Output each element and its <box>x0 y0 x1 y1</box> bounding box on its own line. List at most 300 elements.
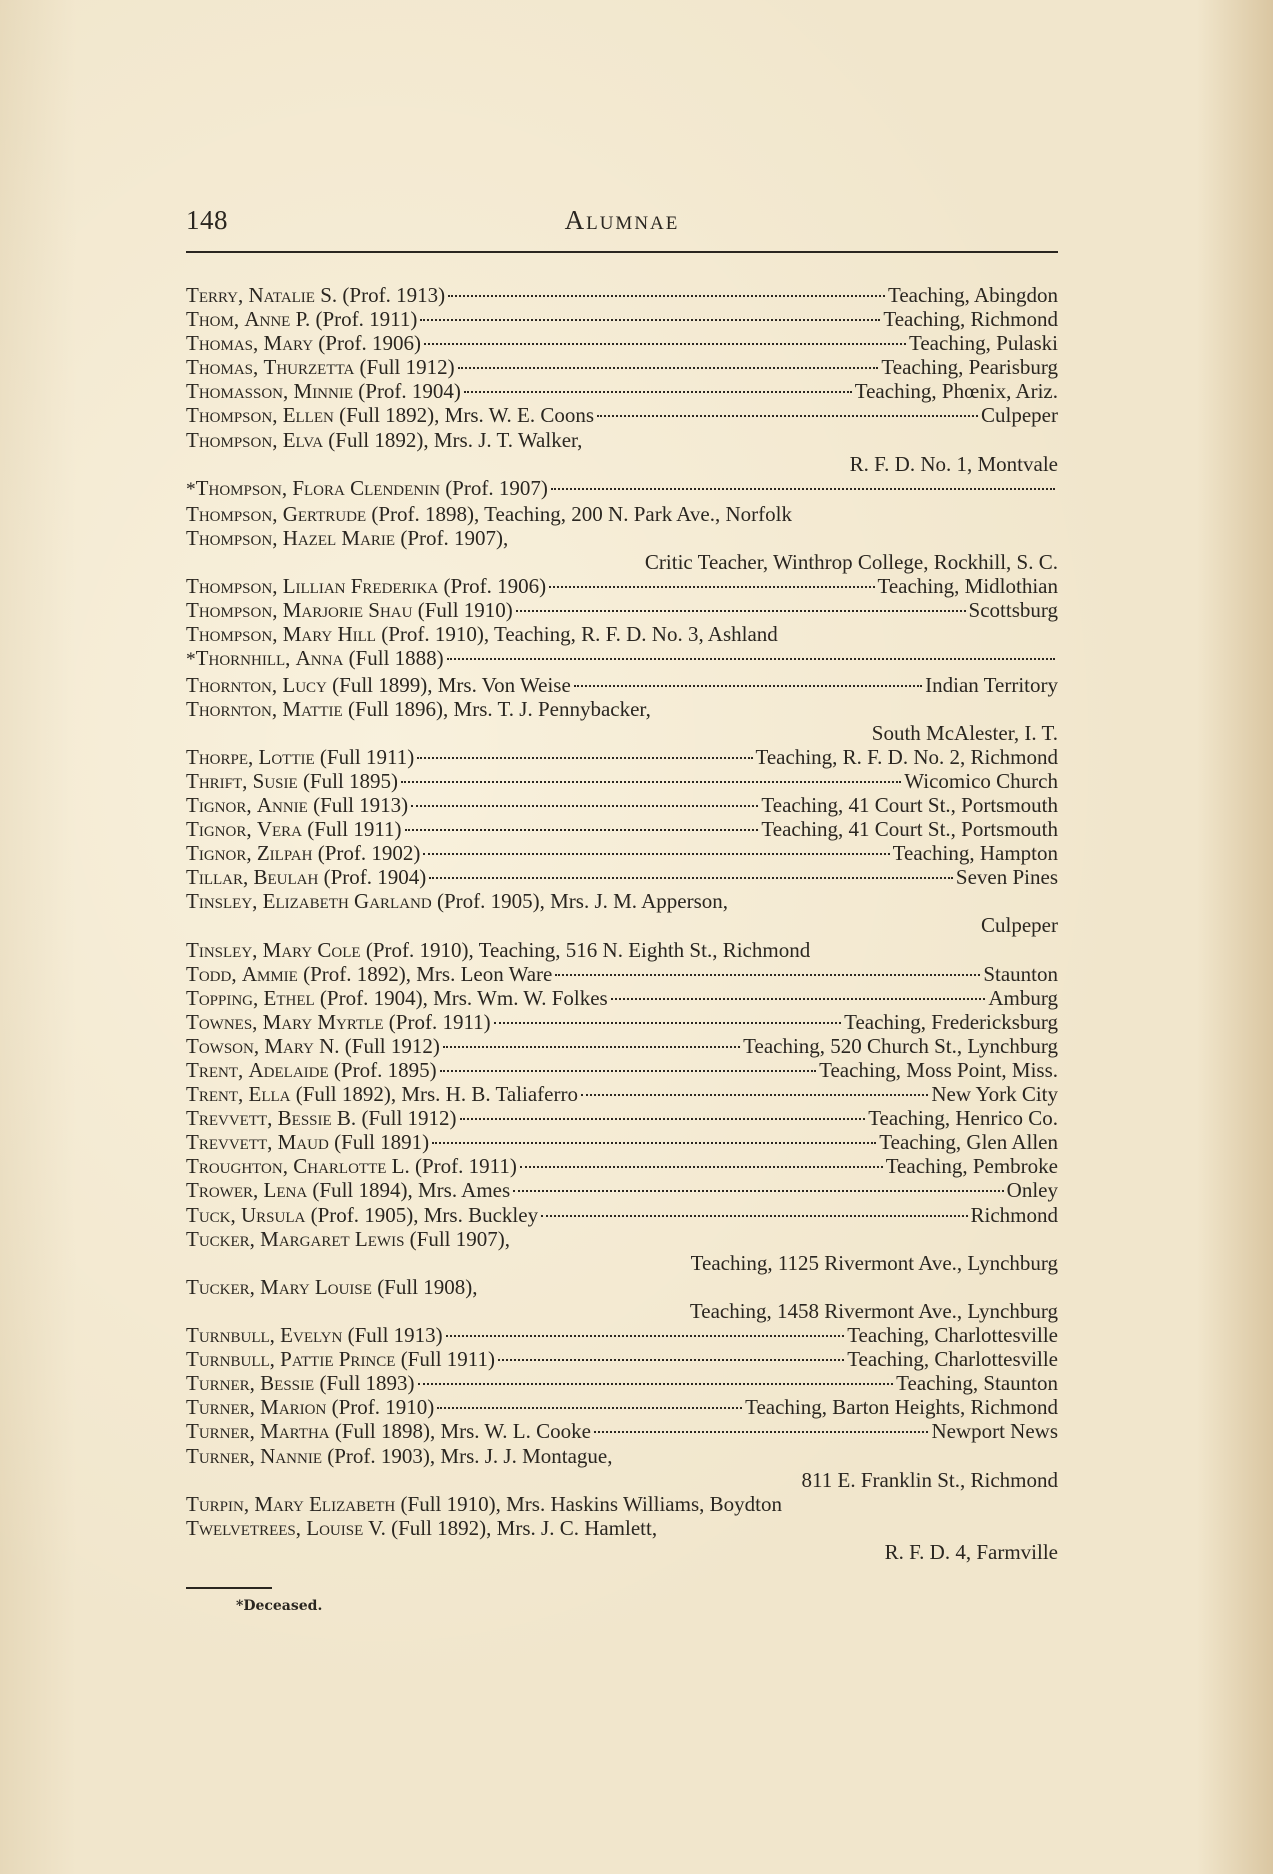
entry-given-name: Flora Clendenin <box>292 475 440 500</box>
entry-surname: Thompson <box>186 501 273 526</box>
entry-line <box>186 1492 1058 1516</box>
entry-given-name: Annie <box>256 792 308 817</box>
dot-leader <box>458 367 879 369</box>
dot-leader <box>611 998 986 1000</box>
entry-given-name: Marion <box>260 1395 327 1420</box>
entry-separator: , <box>271 672 283 697</box>
entry-location: Seven Pines <box>955 865 1058 890</box>
entry-line <box>186 331 1058 355</box>
entry-given-name: Hazel Marie <box>282 525 396 550</box>
list-item <box>186 622 1058 646</box>
entry-detail: (Prof. 1911) <box>315 307 418 332</box>
entry-separator: , <box>253 1178 264 1203</box>
dot-leader <box>420 319 880 321</box>
entry-separator: , <box>272 598 283 623</box>
list-item <box>186 1444 1058 1492</box>
entry-detail: (Full 1893) <box>319 1371 415 1396</box>
entry-line <box>186 379 1058 403</box>
entry-detail: (Full 1892), Mrs. J. T. Walker, <box>328 427 583 452</box>
entry-detail: (Full 1910) <box>417 598 513 623</box>
entry-separator: , <box>253 331 264 356</box>
list-item <box>186 428 1058 476</box>
entry-detail: (Prof. 1905), Mrs. J. M. Apperson, <box>436 889 729 914</box>
dot-leader <box>423 853 889 855</box>
dot-leader <box>429 877 953 879</box>
entry-separator: , <box>269 1347 281 1372</box>
list-item <box>186 1371 1058 1395</box>
dot-leader <box>424 343 906 345</box>
entry-separator: , <box>248 744 259 769</box>
list-item <box>186 598 1058 622</box>
entry-line <box>186 1106 1058 1130</box>
entry-given-name: Elva <box>282 427 324 452</box>
entry-given-name: Mary Cole <box>262 937 361 962</box>
entry-location: Teaching, Moss Point, Miss. <box>819 1058 1058 1082</box>
entry-line <box>186 646 1058 672</box>
entry-detail: (Full 1911) <box>319 744 415 769</box>
list-item <box>186 476 1058 502</box>
entry-surname: Topping <box>186 985 254 1010</box>
entry-line <box>186 841 1058 865</box>
entry-given-name: Elizabeth Garland <box>262 889 432 914</box>
entry-surname: Tinsley <box>186 889 253 914</box>
entry-surname: Tillar <box>186 865 243 890</box>
dot-leader <box>448 295 885 297</box>
entry-given-name: Minnie <box>293 379 354 404</box>
entry-location: Teaching, Richmond <box>883 307 1058 332</box>
entry-surname: Turner <box>186 1395 250 1420</box>
entry-surname: Tuck <box>186 1202 231 1227</box>
entry-separator: , <box>267 1106 278 1131</box>
list-item <box>186 307 1058 331</box>
entry-line <box>186 697 1058 721</box>
entry-surname: Twelvetrees <box>186 1515 296 1540</box>
entry-location: Teaching, Charlottesville <box>847 1323 1058 1348</box>
running-head <box>186 205 1058 249</box>
footnote-rule <box>186 1587 272 1589</box>
entry-separator: , <box>282 1154 294 1179</box>
entry-given-name: Ursula <box>241 1202 306 1227</box>
entry-separator: , <box>233 307 245 332</box>
entry-line <box>186 1371 1058 1395</box>
footnote: *Deceased. <box>236 1598 323 1614</box>
entry-location: Teaching, Glen Allen <box>879 1130 1058 1155</box>
list-item <box>186 646 1058 672</box>
entry-surname: Tucker <box>186 1226 250 1251</box>
entry-separator: , <box>253 1033 265 1058</box>
entry-location: Culpeper <box>981 403 1058 428</box>
entry-given-name: Anne P. <box>244 307 311 332</box>
entry-separator: , <box>243 865 254 890</box>
list-item <box>186 1419 1058 1443</box>
entry-separator: , <box>269 1323 281 1348</box>
entry-detail: (Full 1888) <box>348 646 444 671</box>
entry-continuation: R. F. D. No. 1, Montvale <box>849 451 1058 476</box>
entry-surname: Trent <box>186 1058 238 1082</box>
entry-line <box>186 1323 1058 1347</box>
entry-surname: Trower <box>186 1178 253 1203</box>
entry-line <box>186 1347 1058 1371</box>
entry-separator: , <box>253 355 264 380</box>
entry-surname: Thompson <box>186 574 273 599</box>
entry-given-name: Lillian Frederika <box>282 574 439 599</box>
entry-surname: Turpin <box>186 1491 244 1516</box>
entry-detail: (Prof. 1904) <box>358 379 461 404</box>
entry-location: Onley <box>1006 1178 1058 1203</box>
entry-given-name: Natalie S. <box>248 283 338 307</box>
entry-continuation: Teaching, 1458 Rivermont Ave., Lynchburg <box>689 1298 1058 1323</box>
entry-line <box>186 1227 1058 1251</box>
dot-leader <box>446 1335 845 1337</box>
entry-surname: Turner <box>186 1419 250 1444</box>
list-item <box>186 697 1058 745</box>
entry-line <box>186 1419 1058 1443</box>
entry-given-name: Mary Louise <box>260 1274 372 1299</box>
entry-surname: Terry <box>186 283 239 307</box>
entry-detail: (Full 1913) <box>313 792 409 817</box>
entry-location: Richmond <box>970 1202 1058 1227</box>
entry-line <box>186 283 1058 307</box>
entry-line <box>186 526 1058 550</box>
dot-leader <box>411 805 758 807</box>
entry-given-name: Mary <box>263 331 314 356</box>
entry-given-name: Mattie <box>282 696 343 721</box>
entry-separator: , <box>231 961 242 986</box>
entry-given-name: Nannie <box>260 1443 322 1468</box>
entry-location: Teaching, Abingdon <box>888 283 1058 307</box>
entry-surname: Thrift <box>186 768 243 793</box>
list-item <box>186 283 1058 307</box>
list-item <box>186 1106 1058 1130</box>
entry-location: Teaching, Henrico Co. <box>868 1106 1058 1131</box>
entry-location: Teaching, Pembroke <box>885 1154 1058 1179</box>
entry-continuation: Teaching, 1125 Rivermont Ave., Lynchburg <box>690 1250 1058 1275</box>
entry-location: Teaching, Phœnix, Ariz. <box>854 379 1058 404</box>
list-item <box>186 841 1058 865</box>
entry-line <box>186 769 1058 793</box>
entry-line <box>186 745 1058 769</box>
list-item <box>186 1130 1058 1154</box>
page-title: Alumnae <box>564 205 680 235</box>
dot-leader <box>418 1383 894 1385</box>
entry-location: Teaching, Fredericksburg <box>844 1009 1058 1034</box>
entry-surname: Trevvett <box>186 1130 268 1155</box>
entry-line <box>186 574 1058 598</box>
list-item <box>186 331 1058 355</box>
entry-given-name: Zilpah <box>256 841 313 866</box>
entry-separator: , <box>271 696 283 721</box>
list-item <box>186 1395 1058 1419</box>
dot-leader <box>443 1046 740 1048</box>
entry-surname: Turner <box>186 1443 250 1468</box>
entry-line <box>186 1154 1058 1178</box>
entry-surname: Thompson <box>186 525 273 550</box>
list-item <box>186 502 1058 526</box>
entry-detail: (Full 1896), Mrs. T. J. Pennybacker, <box>347 696 651 721</box>
entry-separator: , <box>272 501 283 526</box>
entry-separator: , <box>252 937 263 962</box>
entry-surname: Tignor <box>186 792 247 817</box>
entry-given-name: Bessie B. <box>277 1106 357 1131</box>
entry-surname: Turnbull <box>186 1347 270 1372</box>
list-item <box>186 355 1058 379</box>
list-item <box>186 938 1058 962</box>
entry-line <box>186 1130 1058 1154</box>
entry-location: Teaching, Barton Heights, Richmond <box>745 1395 1058 1420</box>
entry-separator: , <box>246 817 257 842</box>
entry-line <box>186 598 1058 622</box>
entry-separator: , <box>249 1226 261 1251</box>
entry-detail: (Full 1912) <box>344 1033 440 1058</box>
entry-given-name: Martha <box>260 1419 330 1444</box>
entry-location: New York City <box>931 1082 1058 1107</box>
entry-detail: (Prof. 1904), Mrs. Wm. W. Folkes <box>319 985 608 1010</box>
entry-separator: , <box>252 889 263 914</box>
entry-detail: (Full 1910), Mrs. Haskins Williams, Boydton <box>400 1491 782 1516</box>
entry-detail: (Full 1891) <box>334 1130 430 1155</box>
entry-surname: Trevvett <box>186 1106 268 1131</box>
entry-surname: Thomas <box>186 331 254 356</box>
entry-line <box>186 622 1058 646</box>
entry-line <box>186 1010 1058 1034</box>
entry-surname: Thom <box>186 307 234 332</box>
entry-separator: , <box>272 574 283 599</box>
entry-location: Teaching, Charlottesville <box>847 1347 1058 1372</box>
entry-location: Teaching, Pulaski <box>909 331 1058 356</box>
entry-given-name: Maud <box>277 1130 329 1155</box>
entry-surname: Thomasson <box>186 379 284 404</box>
list-item <box>186 673 1058 697</box>
entry-detail: (Prof. 1910), Teaching, 516 N. Eighth St., Richmond <box>365 937 811 962</box>
entry-given-name: Ellen <box>282 403 334 428</box>
entry-line <box>186 1444 1058 1468</box>
list-item <box>186 1010 1058 1034</box>
entry-given-name: Lottie <box>258 744 315 769</box>
entry-surname: Townes <box>186 1009 253 1034</box>
entry-detail: (Prof. 1910) <box>331 1395 435 1420</box>
list-item <box>186 526 1058 574</box>
alumnae-list <box>186 283 1058 1564</box>
entry-detail: (Prof. 1905), Mrs. Buckley <box>310 1202 539 1227</box>
entry-surname: Thompson <box>186 427 273 452</box>
entry-separator: , <box>267 1130 278 1155</box>
dot-leader <box>541 1215 967 1217</box>
list-item <box>186 962 1058 986</box>
entry-continuation: R. F. D. 4, Farmville <box>884 1539 1058 1564</box>
entry-separator: , <box>272 525 283 550</box>
dot-leader <box>401 781 901 783</box>
dot-leader <box>494 1022 841 1024</box>
entry-location: Teaching, R. F. D. No. 2, Richmond <box>755 744 1058 769</box>
list-item <box>186 889 1058 937</box>
entry-continuation: Critic Teacher, Winthrop College, Rockhill, S. C. <box>644 550 1058 575</box>
entry-given-name: Marjorie Shau <box>282 598 413 623</box>
entry-detail: (Prof. 1906) <box>318 331 421 356</box>
dot-leader <box>417 757 752 759</box>
entry-separator: , <box>249 1443 261 1468</box>
entry-detail: (Full 1895) <box>302 768 399 793</box>
entry-surname: Thomas <box>186 355 254 380</box>
entry-surname: Thorpe <box>186 744 249 769</box>
entry-continuation: South McAlester, I. T. <box>871 720 1058 745</box>
entry-detail: (Prof. 1904) <box>323 865 427 890</box>
deceased-marker: * <box>186 478 196 500</box>
entry-line <box>186 1034 1058 1058</box>
entry-separator: , <box>252 1009 263 1034</box>
dot-leader <box>581 1094 928 1096</box>
entry-given-name: Margaret Lewis <box>260 1226 405 1251</box>
entry-separator: , <box>238 1058 249 1082</box>
entry-surname: Tignor <box>186 841 247 866</box>
list-item <box>186 1154 1058 1178</box>
entry-given-name: Adelaide <box>248 1058 329 1082</box>
entry-location: Newport News <box>931 1419 1058 1444</box>
entry-detail: (Full 1907), <box>409 1226 511 1251</box>
entry-detail: (Full 1912) <box>359 355 455 380</box>
entry-separator: , <box>230 1202 241 1227</box>
entry-surname: Turnbull <box>186 1323 270 1348</box>
entry-surname: Todd <box>186 961 232 986</box>
dot-leader <box>513 1190 1004 1192</box>
entry-location: Wicomico Church <box>904 768 1058 793</box>
entry-line <box>186 889 1058 913</box>
dot-leader <box>432 1142 876 1144</box>
entry-given-name: Thurzetta <box>263 355 355 380</box>
entry-location: Indian Territory <box>925 672 1058 697</box>
list-item <box>186 403 1058 427</box>
entry-separator: , <box>249 1274 261 1299</box>
entry-surname: Thompson <box>195 475 282 500</box>
list-item <box>186 1227 1058 1275</box>
dot-leader <box>574 685 922 687</box>
entry-detail: (Prof. 1907), <box>400 525 509 550</box>
entry-line <box>186 865 1058 889</box>
entry-separator: , <box>242 768 253 793</box>
entry-detail: (Full 1913) <box>347 1323 443 1348</box>
entry-location: Teaching, Hampton <box>892 841 1058 866</box>
entry-surname: Thompson <box>186 598 273 623</box>
entry-line <box>186 793 1058 817</box>
dot-leader <box>437 1407 742 1409</box>
entry-line <box>186 1178 1058 1202</box>
entry-given-name: Louise V. <box>306 1515 386 1540</box>
entry-separator: , <box>272 403 283 428</box>
entry-given-name: Susie <box>252 768 298 793</box>
entry-location: Amburg <box>988 985 1058 1010</box>
page-number: 148 <box>186 205 228 235</box>
dot-leader <box>594 1431 928 1433</box>
entry-given-name: Ella <box>248 1082 291 1107</box>
entry-line <box>186 986 1058 1010</box>
list-item <box>186 1323 1058 1347</box>
entry-separator: , <box>246 792 257 817</box>
list-item <box>186 1516 1058 1564</box>
deceased-marker: * <box>186 649 196 671</box>
entry-separator: , <box>272 427 283 452</box>
entry-line <box>186 1395 1058 1419</box>
entry-separator: , <box>272 622 283 647</box>
entry-detail: (Full 1911) <box>400 1347 495 1372</box>
list-item <box>186 1058 1058 1082</box>
list-item <box>186 986 1058 1010</box>
list-item <box>186 769 1058 793</box>
entry-given-name: Vera <box>256 817 302 842</box>
list-item <box>186 1082 1058 1106</box>
entry-surname: Thompson <box>186 622 273 647</box>
entry-location: Teaching, 41 Court St., Portsmouth <box>761 792 1058 817</box>
entry-location: Scottsburg <box>968 598 1058 623</box>
entry-detail: (Full 1892), Mrs. H. B. Taliaferro <box>295 1082 578 1107</box>
entry-surname: Troughton <box>186 1154 283 1179</box>
entry-location: Teaching, 41 Court St., Portsmouth <box>761 817 1058 842</box>
entry-separator: , <box>253 985 264 1010</box>
entry-detail: (Full 1911) <box>307 817 402 842</box>
entry-given-name: Anna <box>295 646 344 671</box>
entry-detail: (Prof. 1892), Mrs. Leon Ware <box>303 961 553 986</box>
entry-line <box>186 1203 1058 1227</box>
entry-separator: , <box>283 379 294 404</box>
dot-leader <box>447 658 1055 660</box>
entry-given-name: Pattie Prince <box>280 1347 396 1372</box>
entry-given-name: Gertrude <box>282 501 367 526</box>
entry-separator: , <box>249 1395 261 1420</box>
entry-given-name: Mary Hill <box>282 622 376 647</box>
entry-surname: Thornton <box>186 672 272 697</box>
entry-given-name: Mary Elizabeth <box>254 1491 396 1516</box>
entry-line <box>186 1082 1058 1106</box>
entry-given-name: Evelyn <box>280 1323 343 1348</box>
list-item <box>186 379 1058 403</box>
list-item <box>186 817 1058 841</box>
entry-continuation: Culpeper <box>981 913 1058 938</box>
entry-line <box>186 307 1058 331</box>
entry-line <box>186 673 1058 697</box>
entry-separator: , <box>246 841 257 866</box>
entry-detail: (Full 1908), <box>377 1274 478 1299</box>
list-item <box>186 1034 1058 1058</box>
entry-detail: (Full 1892), Mrs. J. C. Hamlett, <box>391 1515 658 1540</box>
entry-detail: (Full 1912) <box>361 1106 457 1131</box>
list-item <box>186 1492 1058 1516</box>
entry-given-name: Ethel <box>263 985 315 1010</box>
dot-leader <box>555 974 980 976</box>
entry-detail: (Full 1899), Mrs. Von Weise <box>332 672 571 697</box>
entry-given-name: Charlotte L. <box>293 1154 410 1179</box>
entry-detail: (Full 1898), Mrs. W. L. Cooke <box>334 1419 591 1444</box>
entry-line <box>186 476 1058 502</box>
dot-leader <box>516 610 966 612</box>
entry-line <box>186 355 1058 379</box>
entry-detail: (Prof. 1902) <box>317 841 421 866</box>
dot-leader <box>549 586 874 588</box>
entry-separator: , <box>238 283 249 307</box>
entry-separator: , <box>238 1082 249 1107</box>
entry-line <box>186 817 1058 841</box>
entry-detail: (Prof. 1911) <box>388 1009 491 1034</box>
entry-location: Teaching, 520 Church St., Lynchburg <box>743 1033 1058 1058</box>
list-item <box>186 1178 1058 1202</box>
entry-surname: Trent <box>186 1082 238 1107</box>
list-item <box>186 574 1058 598</box>
entry-surname: Tucker <box>186 1274 250 1299</box>
dot-leader <box>551 488 1055 490</box>
entry-separator: , <box>249 1419 261 1444</box>
entry-location: Teaching, Midlothian <box>877 574 1058 599</box>
entry-surname: Thornhill <box>195 646 286 671</box>
dot-leader <box>498 1359 844 1361</box>
entry-given-name: Lena <box>263 1178 308 1203</box>
entry-line <box>186 428 1058 452</box>
